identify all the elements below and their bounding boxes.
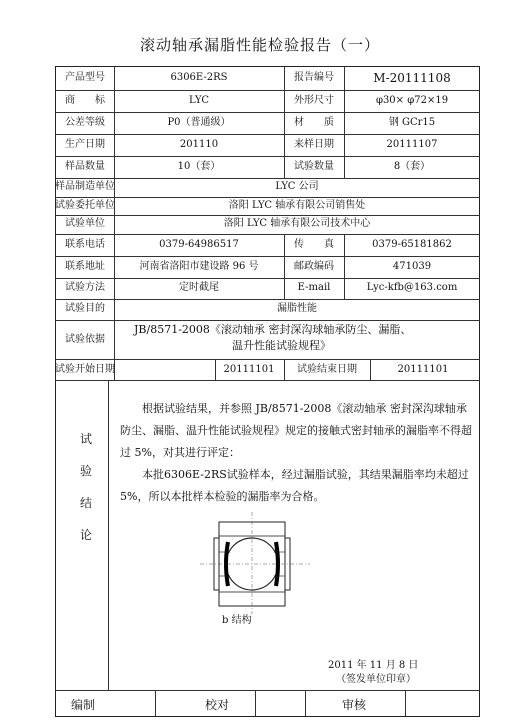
client-label: 试验委托单位 <box>55 200 115 211</box>
test-qty-label: 试验数量 <box>294 161 334 172</box>
col-divider <box>255 690 256 717</box>
col-divider <box>284 359 285 380</box>
sample-date-label: 来样日期 <box>294 139 334 150</box>
basis-label: 试验依据 <box>65 334 105 345</box>
start-date-label: 试验开始日期 <box>55 364 115 375</box>
col-divider <box>215 359 216 380</box>
email-label: E-mail <box>297 282 331 293</box>
product-model-value: 6306E-2RS <box>170 72 228 83</box>
stamp-note: （签发单位印章） <box>336 674 416 685</box>
row-divider <box>55 299 480 300</box>
test-qty-value: 8（套） <box>393 161 431 172</box>
fax-value: 0379-65181862 <box>372 239 452 250</box>
conclusion-paragraph-2: 本批6306E-2RS试验样本，经过漏脂试验，其结果漏脂率均未超过5%，所以本批样本检验的漏脂率为合格。 <box>120 468 469 503</box>
col-divider <box>344 234 345 299</box>
row-divider <box>55 215 480 216</box>
phone-label: 联系电话 <box>65 239 105 250</box>
row-divider <box>55 690 480 691</box>
tolerance-value: P0（普通级） <box>167 117 231 128</box>
client-value: 洛阳 LYC 轴承有限公司销售处 <box>228 200 366 211</box>
row-divider <box>55 320 480 321</box>
purpose-value: 漏脂性能 <box>277 303 317 314</box>
report-no-value: M-20111108 <box>373 71 451 85</box>
product-model-label: 产品型号 <box>65 72 105 83</box>
col-divider <box>155 690 156 717</box>
issue-date: 2011 年 11 月 8 日 <box>328 660 419 671</box>
bearing-cross-section-figure <box>200 512 310 614</box>
size-label: 外形尺寸 <box>294 95 334 106</box>
row-divider <box>55 234 480 235</box>
conclusion-char-2: 验 <box>80 464 93 478</box>
report-no-label: 报告编号 <box>294 72 334 83</box>
editor-label: 编制 <box>71 698 96 712</box>
brand-value: LYC <box>188 95 210 106</box>
row-divider <box>55 178 480 179</box>
row-divider <box>55 380 480 381</box>
manufacturer-value: LYC 公司 <box>275 181 319 192</box>
figure-caption: b 结构 <box>222 615 252 626</box>
conclusion-char-3: 结 <box>80 496 93 510</box>
manufacturer-label: 样品制造单位 <box>55 181 115 192</box>
basis-line-1: JB/8571-2008《滚动轴承 密封深沟球轴承防尘、漏脂、 <box>134 323 412 336</box>
start-date-value: 20111101 <box>223 364 275 375</box>
sample-date-value: 20111107 <box>386 139 438 150</box>
address-value: 河南省洛阳市建设路 96 号 <box>139 261 259 272</box>
address-label: 联系地址 <box>65 261 105 272</box>
row-divider <box>55 90 480 91</box>
end-date-label: 试验结束日期 <box>297 364 357 375</box>
lab-label: 试验单位 <box>65 218 105 229</box>
row-divider <box>55 359 480 360</box>
fax-label: 传 真 <box>294 239 334 250</box>
col-divider <box>370 359 371 380</box>
prod-date-value: 201110 <box>179 139 219 150</box>
row-divider <box>55 112 480 113</box>
row-divider <box>55 278 480 279</box>
row-divider <box>55 134 480 135</box>
email-value: Lyc-kfb@163.com <box>366 282 458 293</box>
sample-qty-value: 10（套） <box>177 161 221 172</box>
purpose-label: 试验目的 <box>65 303 105 314</box>
postcode-value: 471039 <box>392 261 432 272</box>
method-value: 定时截尾 <box>179 282 219 293</box>
tolerance-label: 公差等级 <box>65 117 105 128</box>
brand-label: 商 标 <box>65 95 105 106</box>
col-divider <box>405 690 406 717</box>
conclusion-char-1: 试 <box>80 432 93 446</box>
row-divider <box>55 156 480 157</box>
sample-qty-label: 样品数量 <box>65 161 105 172</box>
col-divider <box>114 66 115 380</box>
report-title: 滚动轴承漏脂性能检验报告（一） <box>139 36 380 54</box>
material-label: 材 质 <box>294 117 334 128</box>
col-divider <box>344 66 345 178</box>
conclusion-char-4: 论 <box>80 528 93 542</box>
row-divider <box>55 256 480 257</box>
col-divider <box>284 66 285 178</box>
lab-value: 洛阳 LYC 轴承有限公司技术中心 <box>223 218 371 229</box>
checker-label: 校对 <box>205 698 230 712</box>
col-divider <box>305 690 306 717</box>
col-divider <box>284 234 285 299</box>
size-value: φ30× φ72×19 <box>375 95 449 106</box>
col-divider <box>108 380 109 690</box>
row-divider <box>55 197 480 198</box>
conclusion-paragraph-1: 根据试验结果，并参照 JB/8571-2008《滚动轴承 密封深沟球轴承防尘、漏脂、温升性能试验规程》规定的接触式密封轴承的漏脂率不得超过 5%，对其进行评定： <box>120 402 472 459</box>
basis-line-2: 温升性能试验规程》 <box>232 339 331 352</box>
phone-value: 0379-64986517 <box>159 239 239 250</box>
prod-date-label: 生产日期 <box>65 139 105 150</box>
material-value: 钢 GCr15 <box>388 117 436 128</box>
reviewer-label: 审核 <box>342 698 367 712</box>
method-label: 试验方法 <box>65 282 105 293</box>
postcode-label: 邮政编码 <box>294 261 334 272</box>
end-date-value: 20111101 <box>397 364 449 375</box>
